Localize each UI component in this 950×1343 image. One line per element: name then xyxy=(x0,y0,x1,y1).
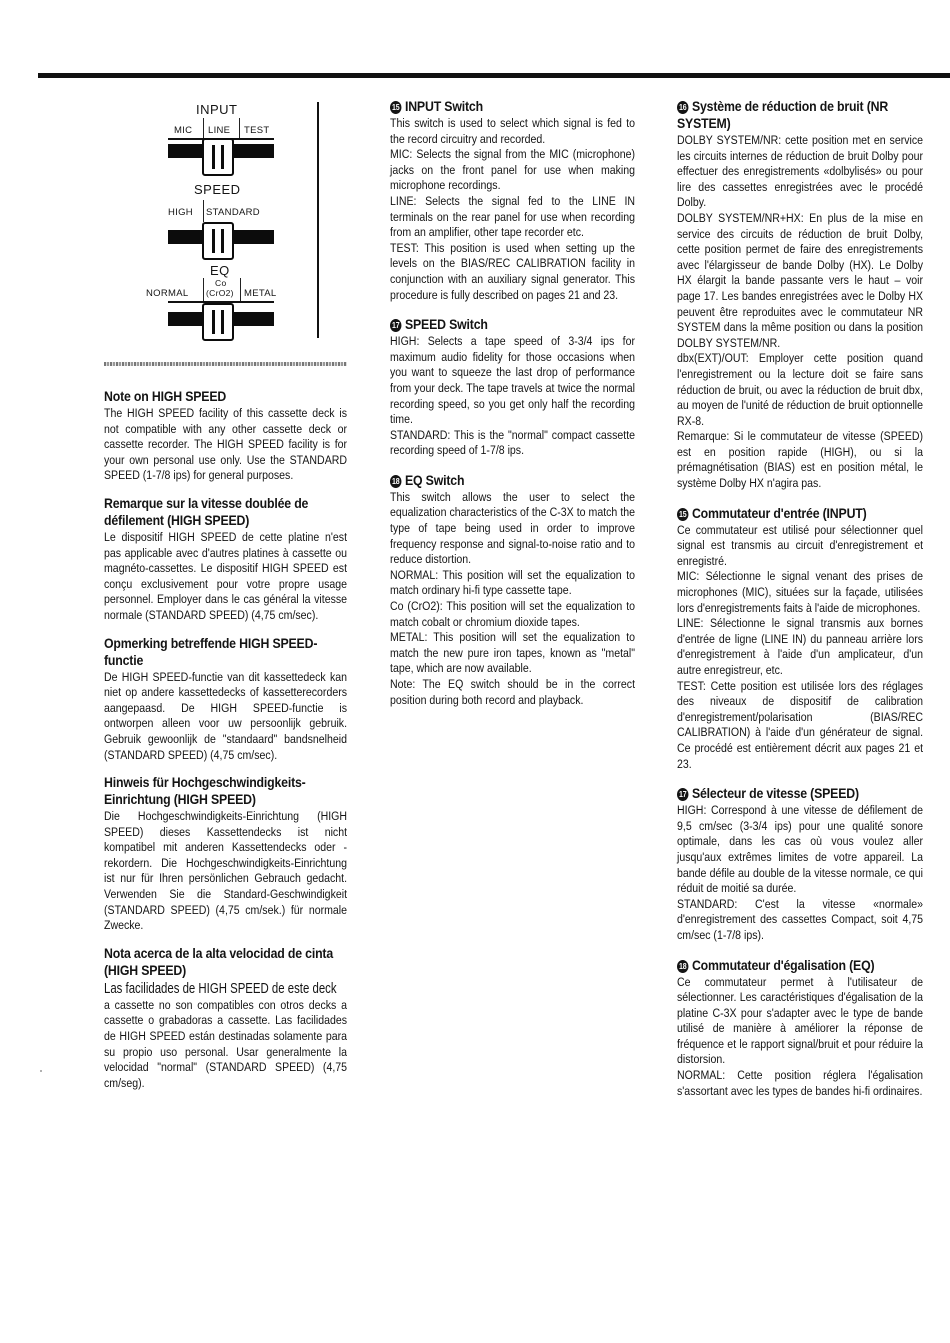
paragraph: Le dispositif HIGH SPEED de cette platine n'est pas applicable avec d'autres platines à cassette ou magnéto-cassettes. Le dispositif HIGH SPEED est conçu exclusivement pour votre propre usage personnel. Employer dans le cas général la vitesse normale (STANDARD SPEED) (4,75 cm/sec). xyxy=(104,529,348,622)
section-heading: Nota acerca de la alta velocidad de cinta (HIGH SPEED) xyxy=(104,944,334,978)
paragraph: METAL: This position will set the equalization to match the new pure iron tapes, known as "metal" tape, which are now available. xyxy=(390,630,636,676)
scan-noise-strip xyxy=(104,362,347,366)
heading-text: EQ Switch xyxy=(404,471,465,488)
paragraph: Remarque: Si le commutateur de vitesse (SPEED) est en position rapide (HIGH), ou si la prémagnétisation (BIAS) est en position métal, le système Dolby HX n'agira pas. xyxy=(677,429,924,491)
section-heading xyxy=(677,505,924,522)
eq-opt-co: Co xyxy=(215,278,227,288)
item-number-badge: 17 xyxy=(678,790,687,800)
paragraph: NORMAL: This position will set the equalization to match ordinary hi-fi type cassette tape. xyxy=(390,567,636,598)
speed-opt-high: HIGH xyxy=(168,207,193,218)
speed-switch-section xyxy=(390,316,635,459)
section-heading xyxy=(677,98,924,132)
paragraph: STANDARD: C'est la vitesse «normale» d'enregistrement des cassettes Compact, soit 4,75 cm/sec (1-7/8 ips). xyxy=(677,896,924,942)
paragraph: TEST: Cette position est utilisée lors des réglages des niveaux de dispositif de calibration d'enregistrement/polarisation (BIAS/REC CALIBRATION) à l'aide d'un générateur de signal. Ce procédé est entièrement décrit aux pages 21 et 23. xyxy=(677,678,924,771)
speed-slider-knob xyxy=(202,222,234,260)
eq-selector-fr-section xyxy=(677,957,923,1100)
paragraph: LINE: Selects the signal fed to the LINE IN terminals on the rear panel for use when recording from an amplifier, other tape recorder etc. xyxy=(390,193,636,240)
paragraph: The HIGH SPEED facility of this cassette deck is not compatible with any other cassette deck or cassette recorder. The HIGH SPEED facility is for your own personal use only. Use the STANDARD SPEED (1-7/8 ips) for general purposes. xyxy=(104,406,348,483)
input-opt-mic: MIC xyxy=(174,125,193,136)
paragraph: TEST: This position is used when setting up the levels on the BIAS/REC CALIBRATION facility in conjunction with an auxiliary signal generator. This procedure is fully described on pages 21 and 23. xyxy=(390,240,636,302)
paragraph: DOLBY SYSTEM/NR: cette position met en service les circuits internes de réduction de bruit Dolby pour effectuer des enregistrements «dolbylisés» ou pour lire des cassettes enregistrées avec le procédé Dolby. xyxy=(677,133,924,210)
input-slider-knob xyxy=(202,138,234,176)
heading-text: Commutateur d'égalisation (EQ) xyxy=(691,956,875,973)
paragraph: Ce commutateur permet à l'utilisateur de sélectionner. Les caractéristiques d'égalisation de la platine C-3X pour s'adapter avec le type de bande utilisé de manière à améliorer la réponse de fréquence et le rapport signal/bruit et pour réduire la distorsion. xyxy=(677,974,924,1067)
divider xyxy=(239,118,240,140)
paragraph: Note: The EQ switch should be in the correct position during both record and playback. xyxy=(390,677,636,707)
input-selector-fr-section xyxy=(677,505,923,773)
input-opt-test: TEST xyxy=(244,125,270,136)
switch-diagram xyxy=(104,98,347,366)
paragraph: This switch allows the user to select the equalization characteristics of the C-3X to match the type of tape being used in order to improve frequency response and signal-to-noise ratio and to reduce distortion. xyxy=(390,489,636,567)
section-heading xyxy=(390,98,636,115)
speed-opt-standard: STANDARD xyxy=(206,207,260,218)
eq-slider-knob xyxy=(202,303,234,341)
note-high-speed-fr xyxy=(104,495,347,624)
heading-text: Commutateur d'entrée (INPUT) xyxy=(691,504,867,521)
heading-text: INPUT Switch xyxy=(404,98,483,114)
note-high-speed-en xyxy=(104,388,347,484)
note-high-speed-nl xyxy=(104,635,347,764)
divider xyxy=(203,200,204,222)
paragraph: This switch is used to select which signal is fed to the record circuitry and recorded. xyxy=(390,116,636,146)
item-number-badge: 17 xyxy=(391,321,400,331)
lead-line: Las facilidades de HIGH SPEED de este deck xyxy=(104,979,337,997)
input-opt-line: LINE xyxy=(208,125,231,136)
paragraph: NORMAL: Cette position réglera l'égalisation s'assortant avec les types de bandes hi-fi ordinaires. xyxy=(677,1068,924,1098)
note-high-speed-de xyxy=(104,774,347,934)
column-left xyxy=(104,98,347,1102)
section-heading: Opmerking betreffende HIGH SPEED-functie xyxy=(104,634,318,668)
section-heading xyxy=(390,316,636,333)
eq-opt-cro2: (CrO2) xyxy=(206,288,234,298)
top-rule xyxy=(38,73,950,78)
paragraph: De HIGH SPEED-functie van dit kassettedeck kan niet op andere kassettedecks of kassetterecorders aangepaasd. De HIGH SPEED-functie is ontworpen alleen voor uw persoonlijk gebruik. Gebruik gewoonlijk de "standaard" bandsnelheid (STANDARD SPEED) (4,75 cm/sec). xyxy=(104,669,348,762)
margin-mark xyxy=(40,1070,42,1072)
paragraph: a cassette no son compatibles con otros decks a cassette o grabadoras a cassette. Las facilidades de HIGH SPEED están destinadas solamente para su propio uso personal. Usar generalmente la velocidad "normal" (STANDARD SPEED) (4,75 cm/seg). xyxy=(104,997,348,1090)
divider xyxy=(240,278,241,302)
paragraph: STANDARD: This is the "normal" compact cassette recording speed of 1-7/8 ips. xyxy=(390,427,636,458)
section-heading: Hinweis für Hochgeschwindigkeits-Einrichtung (HIGH SPEED) xyxy=(104,774,306,808)
paragraph: Ce commutateur est utilisé pour sélectionner quel signal est transmis au circuit d'enregistrement et enregistré. xyxy=(677,522,924,568)
heading-text: SPEED Switch xyxy=(404,316,488,333)
heading-text: Sélecteur de vitesse (SPEED) xyxy=(691,785,859,802)
eq-opt-metal: METAL xyxy=(244,288,277,299)
item-number-badge: 18 xyxy=(678,961,687,971)
paragraph: MIC: Sélectionne le signal venant des prises de microphones (MIC), situées sur la façade, utilisées lors d'enregistrements faits à l'aide de microphones. xyxy=(677,569,924,615)
diagram-border xyxy=(317,102,319,338)
section-heading: Remarque sur la vitesse doublée de défilement (HIGH SPEED) xyxy=(104,494,309,528)
section-heading xyxy=(677,785,924,802)
item-number-badge: 16 xyxy=(678,103,687,112)
paragraph: LINE: Sélectionne le signal transmis aux bornes d'entrée de ligne (LINE IN) du panneau arrière lors d'enregistrement à l'aide d'un amplicateur, d'un autre enregistreur, etc. xyxy=(677,616,924,677)
nr-system-section xyxy=(677,98,923,492)
column-right xyxy=(677,98,923,1112)
heading-text: Système de réduction de bruit (NR SYSTEM) xyxy=(677,98,889,131)
paragraph: MIC: Selects the signal from the MIC (microphone) jacks on the front panel for use when making microphone recordings. xyxy=(390,147,636,193)
item-number-badge: 18 xyxy=(391,476,400,486)
paragraph: dbx(EXT)/OUT: Employer cette position quand l'enregistrement ou la lecture doit se faire sans réduction de bruit, ou avec la réduction de bruit dbx, au moyen de l'unité de réduction de bruit optionnelle RX-8. xyxy=(677,351,924,428)
paragraph: Die Hochgeschwindigkeits-Einrichtung (HIGH SPEED) dieses Kassettendecks ist nicht kompatibel mit anderen Kassettendecks oder -rekordern. Die Hochgeschwindigkeits-Einrichtung ist nur für Ihren persönlichen Gebrauch gedacht. Verwenden Sie die Standard-Geschwindigkeit (STANDARD SPEED) (4,75 cm/sek.) für normale Zwecke. xyxy=(104,809,348,933)
speed-selector-fr-section xyxy=(677,785,923,943)
paragraph: HIGH: Correspond à une vitesse de défilement de 9,5 cm/sec (3-3/4 ips) pour une qualité sonore optimale, dans les cas où vous voulez aller jusqu'aux extrêmes limites de votre appareil. La bande défile au double de la vitesse normale, ce qui réduit de moitié sa durée. xyxy=(677,803,924,896)
speed-title: SPEED xyxy=(194,182,241,197)
eq-switch-section xyxy=(390,472,635,708)
paragraph: HIGH: Selects a tape speed of 3-3/4 ips for maximum audio fidelity for those occasions when you want to squeeze the last drop of performance from your deck. The tape travels at twice the normal recording speed, so you get only half the recording time. xyxy=(390,334,636,427)
divider xyxy=(203,118,204,140)
item-number-badge: 15 xyxy=(678,509,687,519)
item-number-badge: 15 xyxy=(391,103,400,112)
note-high-speed-es xyxy=(104,945,347,1092)
input-switch-section xyxy=(390,98,635,303)
section-heading xyxy=(677,957,924,974)
section-heading: Note on HIGH SPEED xyxy=(104,388,227,404)
eq-title: EQ xyxy=(210,263,230,278)
column-middle xyxy=(390,98,635,721)
eq-opt-normal: NORMAL xyxy=(146,288,189,299)
input-title: INPUT xyxy=(196,102,238,117)
paragraph: Co (CrO2): This position will set the equalization to match cobalt or chromium dioxide tapes. xyxy=(390,599,636,629)
paragraph: DOLBY SYSTEM/NR+HX: En plus de la mise en service des circuits de réduction de bruit Dolby, cette position permet de faire des enregistrements avec l'élargisseur de bande Dolby (HX). Le Dolby HX élargit la bande passante vers le haut – voir page 17. Les bandes enregistrées avec le Dolby HX peuvent être reproduites avec le commutateur NR SYSTEM dans la même position ou dans la position DOLBY SYSTEM/NR. xyxy=(677,210,924,350)
section-heading xyxy=(390,472,636,489)
divider xyxy=(203,278,204,302)
